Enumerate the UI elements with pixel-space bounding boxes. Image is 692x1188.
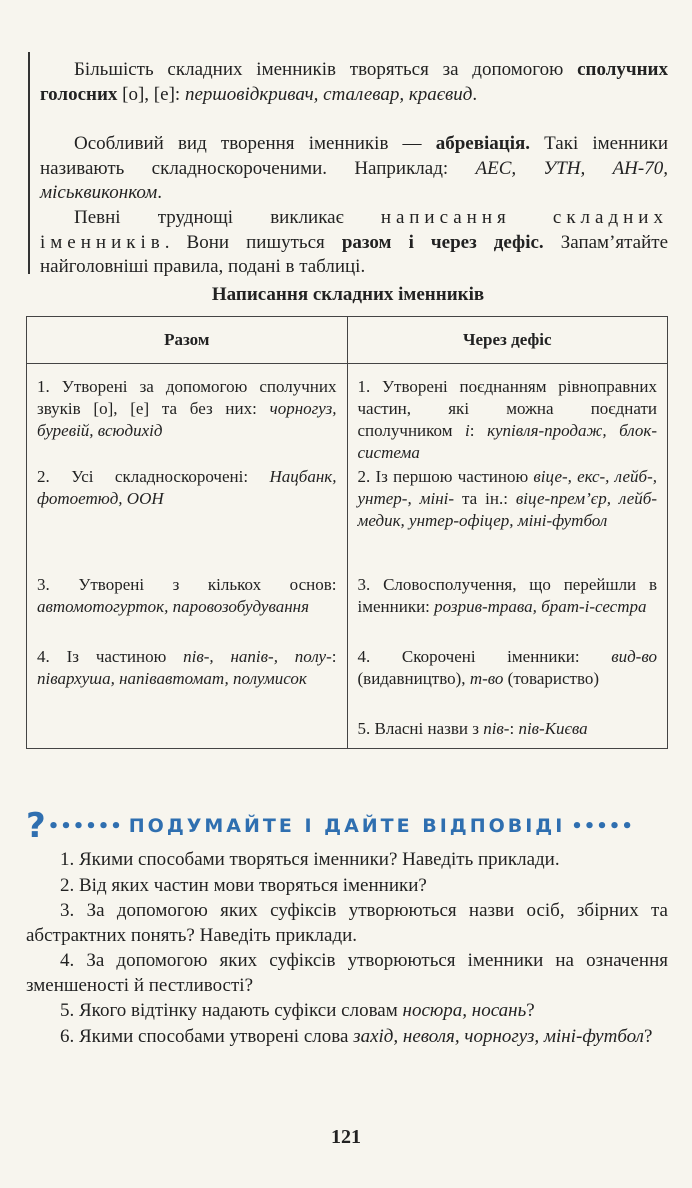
question-text: 5. Якого відтінку надають суфікси словам [60,1000,403,1021]
rule-example: розрив-трава, брат-і-сестра [434,597,647,616]
text: Такі іменники називають складноскороченими. Наприклад: [40,133,668,179]
section-title: ПОДУМАЙТЕ І ДАЙТЕ ВІДПОВІДІ [128,815,566,837]
rule-item [37,646,337,690]
question-example: носюра, носань [402,1000,527,1021]
example: АЕС, УТН, АН-70, міськвиконком [40,157,668,203]
rule-text: 2. Усі складноскорочені: [37,467,270,486]
bold-term: разом і через дефіс. [341,231,544,253]
dots-left: •••••• [47,815,123,837]
bold-term: абревіація. [435,133,530,154]
question-2: 2. Від яких частин мови творяться іменники? [60,874,427,896]
text: Більшість складних іменників творяться за допомогою [74,59,564,80]
rule-item [358,718,658,740]
rule-example: Нацбанк, фотоетюд, ООН [37,467,337,508]
rule-example: вид-во [611,647,657,666]
example: першовідкривач, сталевар, краєвид [184,83,473,105]
column-header-hyphen: Через дефіс [347,317,668,364]
question-3: 3. За допомогою яких суфіксів утворюються назви осіб, збірних та абстрактних понять? Наведіть приклади. [26,900,668,946]
rule-text: : [331,647,337,666]
rules-table [26,316,668,749]
rule-item [37,466,337,566]
question-1: 1. Якими способами творяться іменники? Наведіть приклади. [60,849,560,870]
rule-example: півархуша, напівавтомат, полумисок [37,669,307,688]
question-4: 4. За допомогою яких суфіксів утворюються іменники на означення зменшеності й пестливості? [26,950,668,996]
text: Певні труднощі викликає [74,207,381,228]
rule-example: пів- [483,719,510,738]
rule-example: пів-Києва [518,719,588,738]
rule-example: віце-, екс-, лейб-, унтер-, міні- [357,467,657,508]
rule-text: 2. Із першою частиною [357,467,534,486]
rule-text: : [469,421,488,440]
rule-text: 4. Із частиною [37,647,184,666]
bold-term: сполучних голосних [40,59,669,105]
column-hyphen [347,364,668,749]
table-caption: Написання складних іменників [211,284,485,305]
rule-example: чорногуз, буревій, всюдихід [37,399,337,440]
rule-example: т-во [469,669,504,688]
text: [о], [е]: [117,83,185,105]
rule-text: 1. Утворені за допомогою сполучних звуків [о], [е] та без них: [37,377,337,418]
rule-text: (видавництво), [357,669,470,688]
text: Особливий вид творення іменників — [74,133,436,154]
intro-paragraph-2 [40,132,668,206]
margin-bar [28,52,30,274]
intro-paragraph-3 [40,206,668,280]
rule-item [358,466,658,566]
text: . [157,182,163,203]
rule-text: : [509,719,519,738]
question-text: ? [526,1000,535,1021]
text: . [472,83,478,105]
rule-text: та ін.: [454,489,516,508]
questions-list [26,848,668,1050]
column-header-together: Разом [27,317,348,364]
section-header [26,808,670,844]
column-together [27,364,348,749]
question-mark-icon: ? [26,806,46,846]
rule-item [357,376,658,462]
rule-item [37,574,337,638]
question-example: захід, неволя, чорногуз, міні-футбол [353,1025,644,1047]
text: Запам’ятайте найголовніші правила, подані в таблиці. [40,231,669,277]
rule-item [37,376,337,458]
rule-text: (товариство) [503,669,600,688]
rule-example: автомотогурток, паровозобудування [37,597,309,616]
rule-item [358,646,658,710]
intro-paragraph-1 [40,58,668,107]
question-text: 6. Якими способами утворені слова [60,1025,354,1047]
rule-text: 1. Утворені поєднанням рівноправних частин, які можна поєднати сполучником [357,377,657,440]
dots-right: ••••• [571,815,634,837]
spaced-term: написання складних іменників [40,207,668,253]
text: . Вони пишуться [164,231,342,253]
rule-example: купівля-продаж, блок-система [357,421,657,462]
rule-text: 4. Скорочені іменники: [357,647,612,666]
page-number: 121 [331,1126,361,1148]
question-5 [26,999,668,1024]
rule-text: 3. Утворені з кількох основ: [37,575,337,594]
rule-item [358,574,658,638]
question-6 [26,1025,668,1050]
rule-text: 5. Власні назви з [357,719,484,738]
rule-example: віце-прем’єр, лейб-медик, унтер-офіцер, міні-футбол [357,489,657,530]
rule-example: і [465,421,470,440]
rule-text: 3. Словосполучення, що перейшли в іменники: [357,575,657,616]
question-text: ? [643,1025,653,1047]
rule-example: пів-, напів-, полу- [183,647,332,666]
